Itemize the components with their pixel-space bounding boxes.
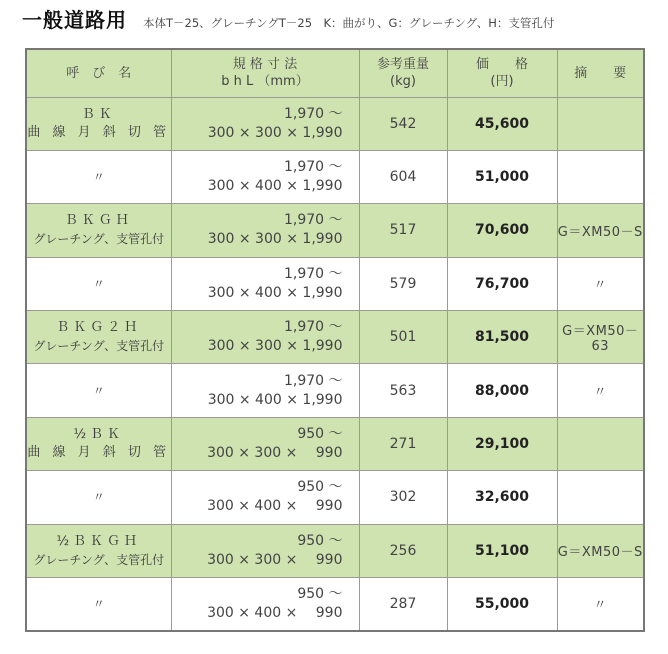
cell-remarks	[557, 150, 644, 203]
header-remarks: 摘 要	[557, 49, 644, 97]
page-header	[22, 4, 554, 34]
row-name-sub: グレーチング、支管孔付	[33, 232, 165, 247]
spec-dimensions: 300 × 300 × 990	[207, 551, 343, 568]
row-name: ＢＫＧＨ	[64, 213, 133, 229]
spec-dimensions: 300 × 300 × 1,990	[207, 231, 343, 248]
table-row	[26, 578, 644, 631]
header-weight: 参考重量 (kg)	[359, 49, 447, 97]
page-title: 一般道路用	[22, 8, 127, 32]
row-name: ＢＫＧ２Ｈ	[56, 320, 142, 336]
spec-length-range: 1,970 ～	[283, 372, 343, 389]
cell-weight: 604	[359, 150, 447, 203]
cell-spec	[171, 311, 359, 364]
table-row	[26, 524, 644, 577]
header-name: 呼 び 名	[26, 49, 171, 97]
cell-remarks: G＝XM50－63	[557, 311, 644, 364]
spec-dimensions: 300 × 300 × 990	[207, 445, 343, 462]
table-row	[26, 364, 644, 417]
cell-spec	[171, 97, 359, 150]
cell-spec	[171, 471, 359, 524]
header-note: 本体T－25、グレーチングT－25 K：曲がり、G：グレーチング、H：支管孔付	[143, 16, 555, 30]
row-name-sub: 曲 線 月 斜 切 管	[27, 445, 171, 461]
row-name: 〃	[92, 490, 105, 505]
cell-price: 76,700	[447, 257, 557, 310]
cell-price: 70,600	[447, 204, 557, 257]
row-name: ½ＢＫ	[73, 427, 125, 443]
table-row	[26, 204, 644, 257]
cell-name	[26, 578, 171, 631]
spec-dimensions: 300 × 400 × 1,990	[207, 391, 343, 408]
row-name: 〃	[92, 276, 105, 291]
spec-length-range: 950 ～	[297, 532, 343, 549]
spec-dimensions: 300 × 400 × 1,990	[207, 178, 343, 195]
table-row	[26, 471, 644, 524]
cell-spec	[171, 417, 359, 470]
cell-remarks: 〃	[557, 364, 644, 417]
cell-remarks	[557, 97, 644, 150]
cell-weight: 563	[359, 364, 447, 417]
cell-price: 55,000	[447, 578, 557, 631]
table-row	[26, 150, 644, 203]
spec-dimensions: 300 × 400 × 990	[207, 604, 343, 621]
cell-weight: 501	[359, 311, 447, 364]
row-name: ＢＫ	[81, 106, 116, 122]
cell-spec	[171, 257, 359, 310]
price-table	[25, 48, 645, 632]
spec-dimensions: 300 × 300 × 1,990	[207, 124, 343, 141]
cell-weight: 302	[359, 471, 447, 524]
spec-length-range: 1,970 ～	[283, 105, 343, 122]
cell-name	[26, 257, 171, 310]
row-name-sub: グレーチング、支管孔付	[33, 552, 165, 567]
table-row	[26, 311, 644, 364]
cell-price: 32,600	[447, 471, 557, 524]
cell-remarks: 〃	[557, 578, 644, 631]
cell-weight: 579	[359, 257, 447, 310]
row-name: 〃	[92, 170, 105, 185]
spec-length-range: 950 ～	[297, 585, 343, 602]
cell-price: 81,500	[447, 311, 557, 364]
cell-spec	[171, 150, 359, 203]
header-price: 価 格 (円)	[447, 49, 557, 97]
cell-weight: 287	[359, 578, 447, 631]
cell-spec	[171, 578, 359, 631]
spec-dimensions: 300 × 400 × 990	[207, 498, 343, 515]
cell-weight: 256	[359, 524, 447, 577]
cell-price: 51,000	[447, 150, 557, 203]
cell-spec	[171, 364, 359, 417]
row-name: ½ＢＫＧＨ	[56, 533, 142, 549]
cell-remarks	[557, 471, 644, 524]
cell-spec	[171, 204, 359, 257]
cell-price: 88,000	[447, 364, 557, 417]
cell-name	[26, 204, 171, 257]
header-spec: 規 格 寸 法 b h L （mm）	[171, 49, 359, 97]
cell-price: 51,100	[447, 524, 557, 577]
cell-name	[26, 417, 171, 470]
cell-name	[26, 97, 171, 150]
cell-weight: 271	[359, 417, 447, 470]
spec-dimensions: 300 × 300 × 1,990	[207, 338, 343, 355]
cell-price: 45,600	[447, 97, 557, 150]
cell-weight: 517	[359, 204, 447, 257]
cell-remarks: 〃	[557, 257, 644, 310]
cell-spec	[171, 524, 359, 577]
cell-remarks	[557, 417, 644, 470]
cell-weight: 542	[359, 97, 447, 150]
table-row	[26, 97, 644, 150]
cell-name	[26, 364, 171, 417]
spec-length-range: 950 ～	[297, 479, 343, 496]
cell-remarks: G＝XM50－S	[557, 204, 644, 257]
spec-dimensions: 300 × 400 × 1,990	[207, 284, 343, 301]
row-name-sub: 曲 線 月 斜 切 管	[27, 124, 171, 140]
spec-length-range: 950 ～	[297, 426, 343, 443]
spec-length-range: 1,970 ～	[283, 159, 343, 176]
table-row	[26, 257, 644, 310]
cell-name	[26, 524, 171, 577]
row-name-sub: グレーチング、支管孔付	[33, 339, 165, 354]
spec-length-range: 1,970 ～	[283, 265, 343, 282]
header-row	[26, 49, 644, 97]
cell-name	[26, 311, 171, 364]
cell-price: 29,100	[447, 417, 557, 470]
cell-name	[26, 471, 171, 524]
row-name: 〃	[92, 596, 105, 611]
cell-remarks: G＝XM50－S	[557, 524, 644, 577]
spec-length-range: 1,970 ～	[283, 319, 343, 336]
row-name: 〃	[92, 383, 105, 398]
table-row	[26, 417, 644, 470]
spec-length-range: 1,970 ～	[283, 212, 343, 229]
cell-name	[26, 150, 171, 203]
